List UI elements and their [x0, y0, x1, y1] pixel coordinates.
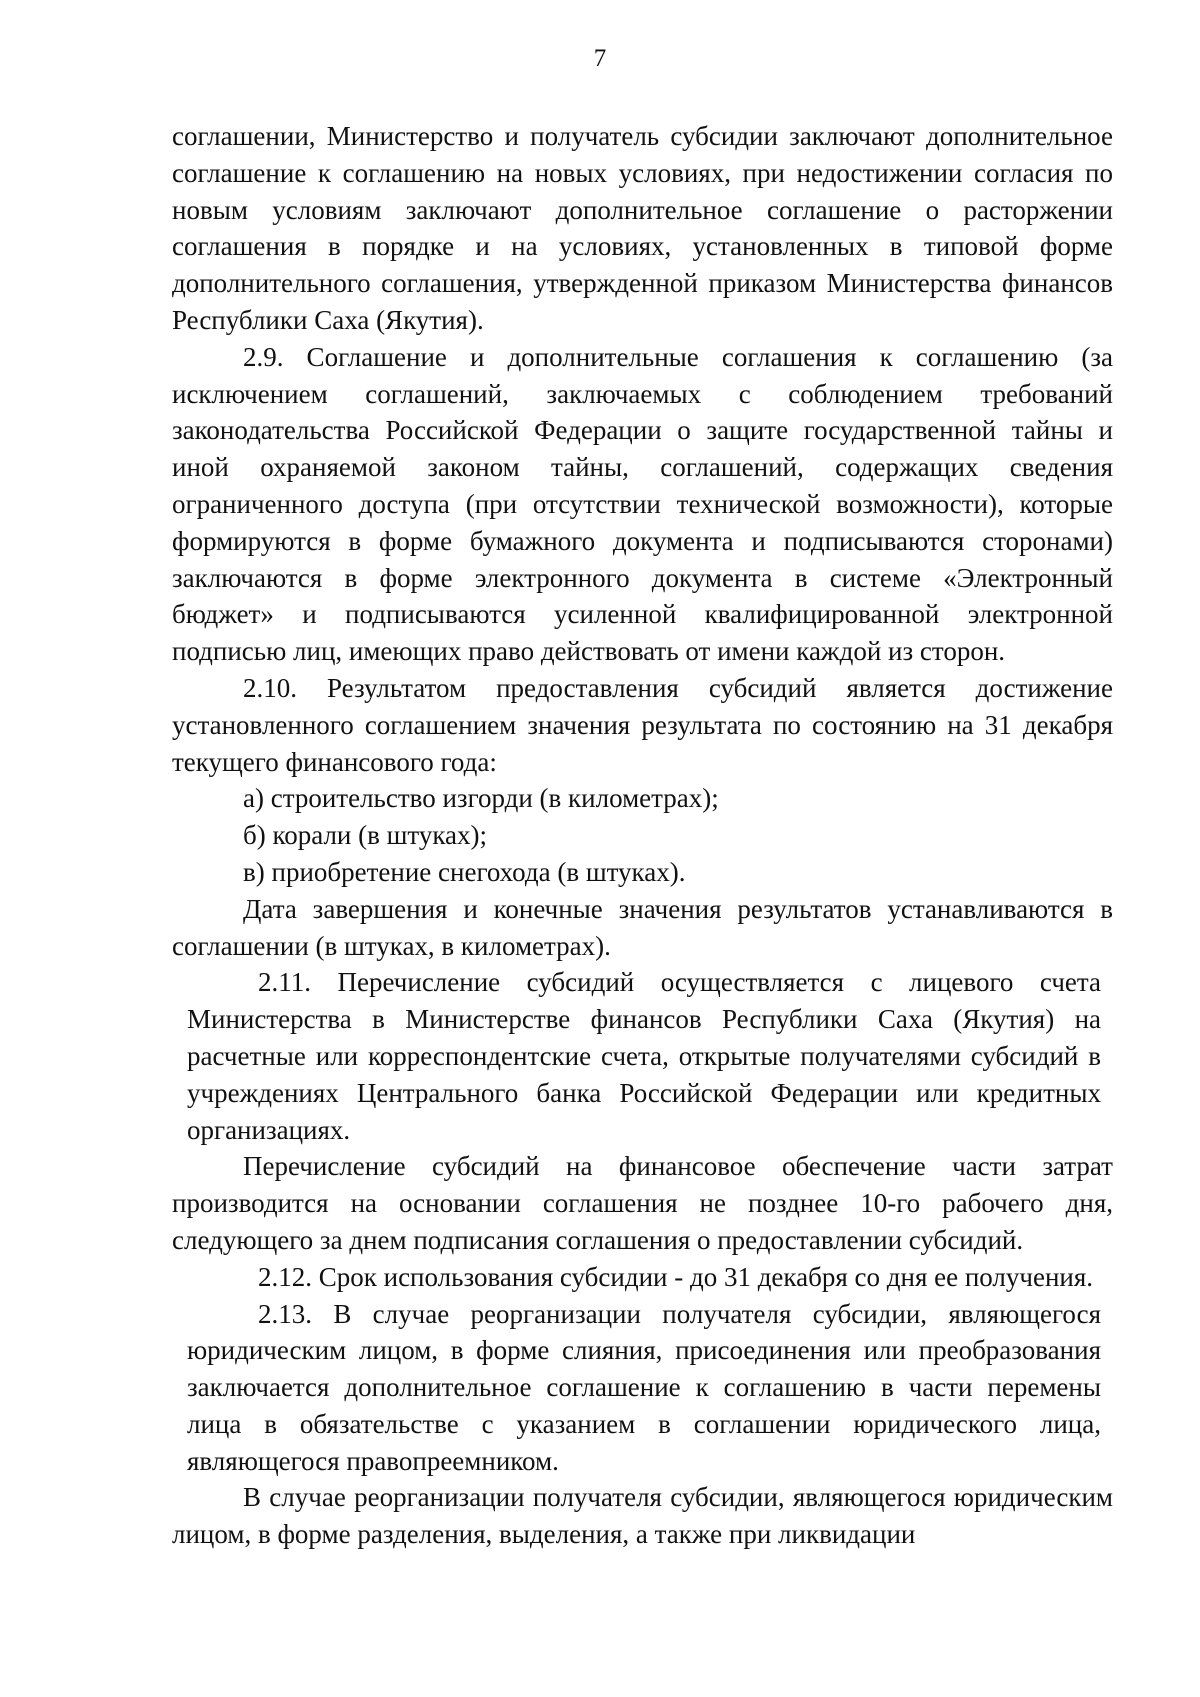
paragraph-2-12: 2.12. Срок использования субсидии - до 31 декабря со дня ее получения.: [258, 1261, 1094, 1292]
paragraph-completion-date: Дата завершения и конечные значения результатов устанавливаются в соглашении (в штуках, в километрах).: [172, 893, 1113, 961]
list-item-b: б) корали (в штуках);: [243, 820, 488, 851]
document-body: [172, 118, 1113, 1553]
paragraph-agreement-continuation: соглашении, Министерство и получатель субсидии заключают дополнительное соглашение к соглашению на новых условиях, при недостижении согласия по новым условиям заключают дополнительное соглашение о расторжении соглашения в порядке и на условиях, установленных в типовой форме дополнительного соглашения, утвержденной приказом Министерства финансов Республики Саха (Якутия).: [172, 121, 1113, 335]
page-number: 7: [593, 45, 607, 72]
paragraph-2-13: 2.13. В случае реорганизации получателя субсидии, являющегося юридическим лицом, в форме слияния, присоединения или преобразования заключается дополнительное соглашение к соглашению в части перемены лица в обязательстве с указанием в соглашении юридического лица, являющегося правопреемником.: [187, 1298, 1101, 1476]
paragraph-2-9: 2.9. Соглашение и дополнительные соглашения к соглашению (за исключением соглашений, заключаемых с соблюдением требований законодательства Российской Федерации о защите государственной тайны и иной охраняемой законом тайны, соглашений, содержащих сведения ограниченного доступа (при отсутствии технической возможности), которые формируются в форме бумажного документа и подписываются сторонами) заключаются в форме электронного документа в системе «Электронный бюджет» и подписываются усиленной квалифицированной электронной подписью лиц, имеющих право действовать от имени каждой из сторон.: [172, 341, 1113, 667]
paragraph-2-11: 2.11. Перечисление субсидий осуществляется с лицевого счета Министерства в Министерстве финансов Республики Саха (Якутия) на расчетные или корреспондентские счета, открытые получателями субсидий в учреждениях Центрального банка Российской Федерации или кредитных организациях.: [187, 967, 1101, 1145]
paragraph-transfer-terms: Перечисление субсидий на финансовое обеспечение части затрат производится на основании соглашения не позднее 10-го рабочего дня, следующего за днем подписания соглашения о предоставлении субсидий.: [172, 1151, 1113, 1255]
list-item-a: а) строительство изгорди (в километрах);: [243, 783, 719, 814]
list-item-v: в) приобретение снегохода (в штуках).: [243, 856, 686, 887]
paragraph-2-10: 2.10. Результатом предоставления субсидий является достижение установленного соглашением значения результата по состоянию на 31 декабря текущего финансового года:: [172, 672, 1113, 777]
paragraph-reorganization: В случае реорганизации получателя субсидии, являющегося юридическим лицом, в форме разделения, выделения, а также при ликвидации: [172, 1482, 1113, 1550]
